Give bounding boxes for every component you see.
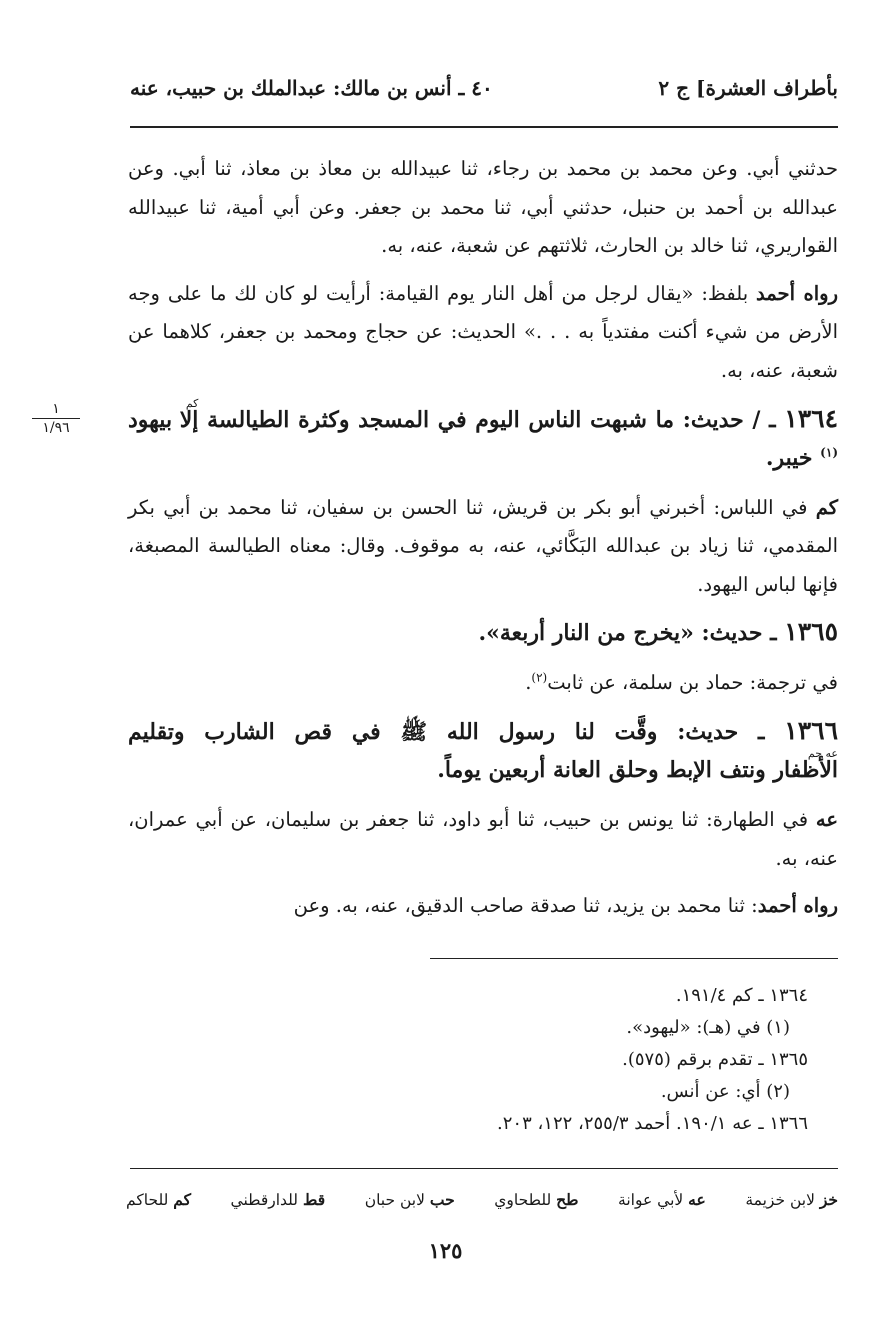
hadith-1364 bbox=[128, 396, 838, 477]
hadith-text: إلا بيهود bbox=[128, 406, 199, 433]
abbreviation-name: لابن خزيمة bbox=[745, 1191, 815, 1209]
abbreviation-item bbox=[365, 1188, 455, 1212]
abbreviation-item bbox=[494, 1188, 578, 1212]
footnotes bbox=[300, 980, 808, 1140]
hadith-number: ١٣٦٥ bbox=[784, 617, 838, 647]
source-symbol-marker bbox=[128, 396, 199, 439]
paragraph-text: في الطهارة: ثنا يونس بن حبيب، ثنا أبو داود، ثنا جعفر بن سليمان، عن أبي عمران، عنه، به. bbox=[128, 807, 838, 870]
abbreviation-rule bbox=[130, 1168, 838, 1169]
folio-note-bottom: ١/٩٦ bbox=[42, 420, 70, 436]
paragraph-tarjama bbox=[128, 664, 838, 703]
paragraph-text: : ثنا محمد بن يزيد، ثنا صدقة صاحب الدقيق، عنه، به. وعن bbox=[293, 894, 758, 918]
footnote-line: (٢) أي: عن أنس. bbox=[660, 1081, 790, 1102]
abbreviation-name: للدارقطني bbox=[230, 1191, 299, 1209]
footnote-ref: (٢) bbox=[531, 670, 548, 685]
paragraph-text: في ترجمة: حماد بن سلمة، عن ثابت bbox=[547, 671, 838, 695]
paragraph-hakim bbox=[128, 489, 838, 605]
paragraph-text: بلفظ: «يقال لرجل من أهل النار يوم القيامة: أرأيت لو كان لك ما على وجه الأرض من شيء أكنت مفتدياً به . . .» الحديث: عن حجاج ومحمد بن جعفر، كلاهما عن شعبة، عنه، به. bbox=[128, 281, 838, 382]
abbreviation-name: لابن حبان bbox=[364, 1191, 425, 1209]
folio-note-top: ١ bbox=[52, 401, 60, 417]
hadith-text: الأظفار ونتف الإبط وحلق العانة أربعين يوماً. bbox=[437, 756, 838, 783]
source-lead: عه bbox=[815, 807, 838, 831]
abbreviation-name: للحاكم bbox=[126, 1191, 169, 1209]
paragraph-chain-1: حدثني أبي. وعن محمد بن محمد بن رجاء، ثنا عبيدالله بن معاذ بن معاذ، ثنا أبي. وعن عبدالله بن أحمد بن حنبل، حدثني أبي، ثنا محمد بن جعفر. وعن أبي أمية، ثنا عبيدالله القواريري، ثنا خالد بن الحارث، ثلاثتهم عن شعبة، عنه، به. bbox=[128, 157, 838, 258]
page-number: ١٢٥ bbox=[428, 1238, 463, 1263]
abbreviation-code: عه bbox=[688, 1190, 706, 1209]
abbreviation-item bbox=[745, 1188, 838, 1212]
abbreviation-item bbox=[618, 1188, 706, 1212]
footnote-rule bbox=[430, 958, 838, 959]
abbreviation-code: كم bbox=[173, 1190, 191, 1209]
paragraph-ahmad-1 bbox=[128, 275, 838, 391]
hadith-1366 bbox=[128, 712, 838, 789]
folio-note-line bbox=[32, 418, 80, 419]
hadith-text: خيبر. bbox=[765, 444, 821, 471]
hadith-1365 bbox=[128, 613, 838, 652]
abbreviation-code: حب bbox=[429, 1190, 455, 1209]
abbreviation-code: طح bbox=[556, 1190, 579, 1209]
hadith-text: ـ حديث: وقَّت لنا رسول الله ﷺ في قص الشارب وتقليم bbox=[128, 718, 785, 745]
abbreviation-code: قط bbox=[302, 1190, 326, 1209]
header-book-title: بأطراف العشرة] ج ٢ bbox=[658, 76, 838, 100]
hadith-number: ١٣٦٤ bbox=[784, 403, 838, 433]
footnote-line: ١٣٦٤ ـ كم ١٩١/٤. bbox=[675, 985, 808, 1006]
running-header bbox=[130, 76, 838, 112]
source-symbol: كم bbox=[185, 396, 199, 410]
abbreviation-name: لأبي عوانة bbox=[618, 1191, 684, 1209]
paragraph-awana bbox=[128, 801, 838, 878]
header-chapter-title: ٤٠ ـ أنس بن مالك: عبدالملك بن حبيب، عنه bbox=[130, 76, 493, 100]
paragraph-ahmad-2 bbox=[128, 887, 838, 926]
footnote-ref: (١) bbox=[820, 445, 838, 460]
source-lead: رواه أحمد bbox=[757, 894, 838, 918]
hadith-number: ١٣٦٦ bbox=[784, 715, 838, 745]
paragraph-text: . bbox=[525, 671, 532, 695]
abbreviation-name: للطحاوي bbox=[494, 1191, 552, 1209]
source-symbol-marker bbox=[437, 746, 838, 789]
header-rule bbox=[130, 126, 838, 128]
abbreviation-key bbox=[126, 1188, 838, 1212]
abbreviation-item bbox=[126, 1188, 191, 1212]
paragraph-text: في اللباس: أخبرني أبو بكر بن قريش، ثنا الحسن بن سفيان، ثنا محمد بن أبي بكر المقدمي، ثنا زياد بن عبدالله البَكَّائي، عنه، به موقوف. وقال: معناه الطيالسة المصبغة، فإنها لباس اليهود. bbox=[128, 495, 838, 596]
main-text bbox=[128, 150, 838, 935]
abbreviation-item bbox=[231, 1188, 326, 1212]
manuscript-folio-note bbox=[28, 400, 84, 437]
hadith-text: ـ حديث: «يخرج من النار أربعة». bbox=[478, 620, 785, 647]
abbreviation-code: خز bbox=[819, 1190, 838, 1209]
footnote-line: (١) في (هـ): «ليهود». bbox=[626, 1017, 790, 1038]
source-lead: كم bbox=[815, 495, 838, 519]
source-symbol: عه حم bbox=[807, 746, 838, 760]
footnote-line: ١٣٦٦ ـ عه ١٩٠/١. أحمد ٢٥٥/٣، ١٢٢، ٢٠٣. bbox=[497, 1113, 808, 1134]
hadith-text: ـ / حديث: ما شبهت الناس اليوم في المسجد وكثرة الطيالسة bbox=[198, 406, 785, 433]
footnote-line: ١٣٦٥ ـ تقدم برقم (٥٧٥). bbox=[622, 1049, 808, 1070]
source-lead: رواه أحمد bbox=[756, 281, 838, 305]
